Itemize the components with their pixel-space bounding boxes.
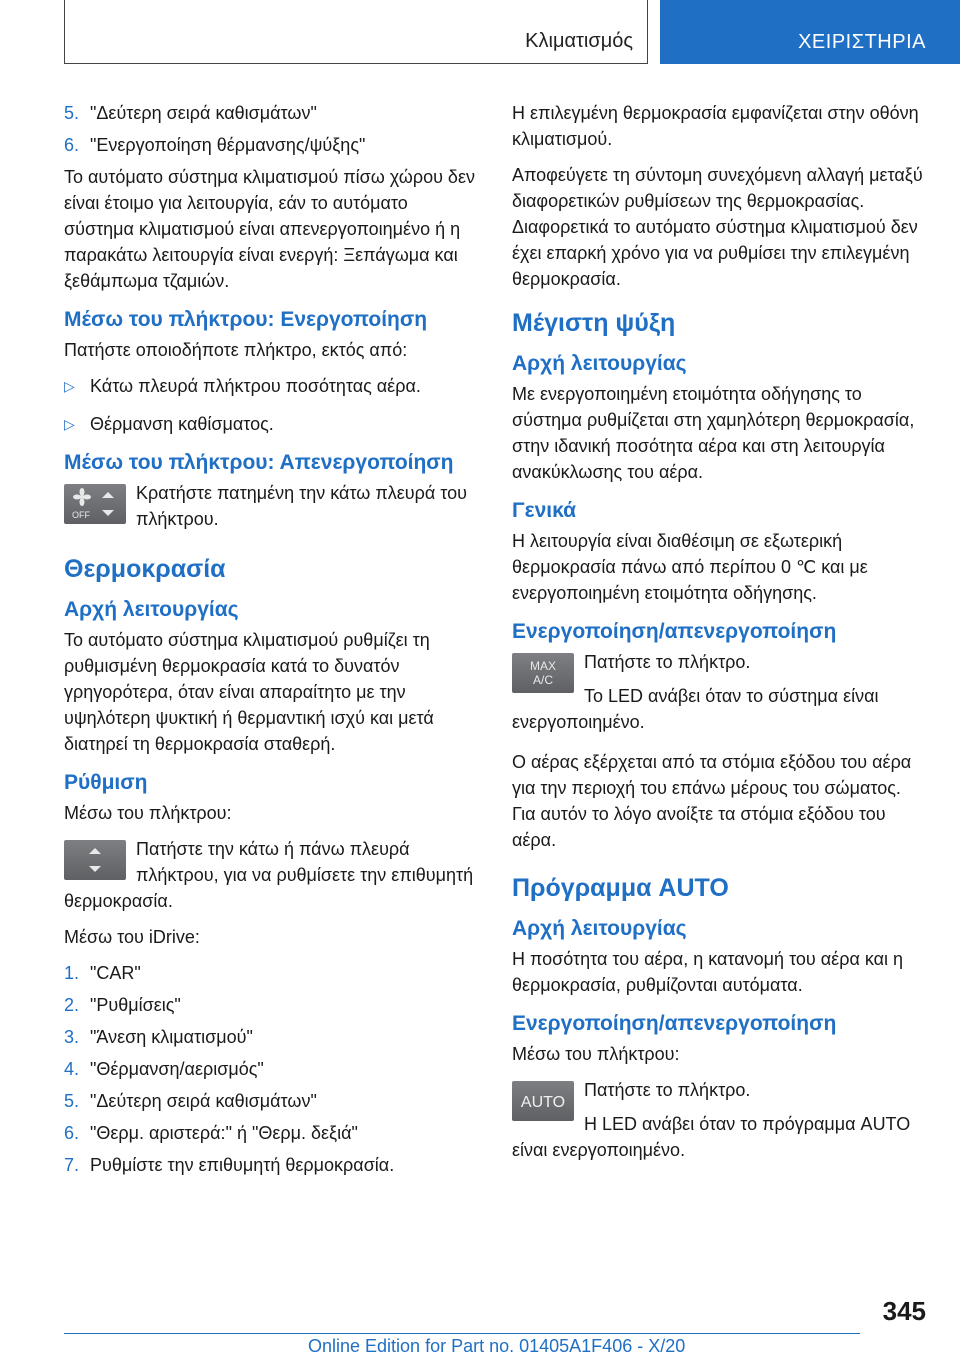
heading-principle: Αρχή λειτουργίας	[64, 598, 239, 621]
page-number: 345	[882, 1296, 926, 1326]
left-column	[64, 100, 478, 1184]
heading-principle: Αρχή λειτουργίας	[512, 352, 687, 375]
paragraph: Το αυτόματο σύστημα κλιματισμού ρυθμίζει τη ρυθμισμένη θερμοκρασία κατά το δυνατόν γρηγορότερα, όταν είναι απαραίτητο με την υψηλότερη ψυκτική ή θερμαντική ισχύ και μετά διατηρεί τη θερμοκρασία σταθερή.	[64, 630, 434, 754]
list-item: 5. "Δεύτερη σειρά καθισμάτων"	[64, 1091, 317, 1111]
section-title: Κλιματισμός	[525, 30, 633, 52]
svg-text:A/C: A/C	[532, 673, 554, 687]
heading-max-cooling: Μέγιστη ψύξη	[512, 309, 676, 337]
list-item: 5. "Δεύτερη σειρά καθισμάτων"	[64, 103, 317, 123]
paragraph: Μέσω του πλήκτρου:	[512, 1044, 680, 1064]
paragraph: Μέσω του πλήκτρου:	[64, 803, 232, 823]
paragraph: Ο αέρας εξέρχεται από τα στόμια εξόδου του αέρα για την περιοχή του επάνω μέρους του σώματος. Για αυτόν το λόγο ανοίξτε τα στόμια εξόδου του αέρα.	[512, 752, 912, 850]
paragraph: Η λειτουργία είναι διαθέσιμη σε εξωτερική θερμοκρασία πάνω από περίπου 0 ℃ και με ενεργοποιημένη ετοιμότητα οδήγησης.	[512, 531, 868, 603]
header-section-box	[64, 0, 648, 64]
heading-principle: Αρχή λειτουργίας	[512, 917, 687, 940]
fan-off-button-icon	[64, 484, 126, 524]
paragraph: Μέσω του iDrive:	[64, 927, 200, 947]
button-instruction: OFF Κρατήστε πατημένη την κάτω πλευρά του πλήκτρου.	[64, 480, 478, 532]
list-item: 1. "CAR"	[64, 963, 141, 983]
svg-text:OFF: OFF	[72, 510, 90, 520]
footer-divider	[64, 1333, 860, 1334]
svg-text:MAX: MAX	[529, 659, 557, 673]
bullet-item: ▷ Θέρμανση καθίσματος.	[64, 411, 478, 437]
heading-temperature: Θερμοκρασία	[64, 555, 226, 583]
list-item: 6. "Ενεργοποίηση θέρμανσης/ψύξης"	[64, 135, 366, 155]
heading-auto-program: Πρόγραμμα AUTO	[512, 874, 729, 902]
paragraph: Η επιλεγμένη θερμοκρασία εμφανίζεται στην οθόνη κλιματισμού.	[512, 103, 919, 149]
triangle-bullet-icon: ▷	[64, 416, 75, 432]
triangle-bullet-icon: ▷	[64, 378, 75, 394]
paragraph: Πατήστε οποιοδήποτε πλήκτρο, εκτός από:	[64, 340, 408, 360]
list-item: 7. Ρυθμίστε την επιθυμητή θερμοκρασία.	[64, 1155, 395, 1175]
chapter-title: ΧΕΙΡΙΣΤΗΡΙΑ	[798, 31, 926, 53]
heading-activate: Μέσω του πλήκτρου: Ενεργοποίηση	[64, 308, 428, 331]
footer-edition: Online Edition for Part no. 01405A1F406 - X/20	[308, 1336, 686, 1356]
header-chapter-box	[660, 0, 960, 64]
up-down-arrows-button-icon	[64, 840, 126, 880]
svg-text:AUTO: AUTO	[520, 1094, 566, 1111]
max-ac-button-icon	[512, 653, 574, 693]
bullet-item: ▷ Κάτω πλευρά πλήκτρου ποσότητας αέρα.	[64, 373, 478, 399]
right-column	[512, 100, 926, 1173]
paragraph: Η ποσότητα του αέρα, η κατανομή του αέρα και η θερμοκρασία, ρυθμίζονται αυτόματα.	[512, 949, 904, 995]
heading-on-off: Ενεργοποίηση/απενεργοποίηση	[512, 620, 837, 643]
heading-deactivate: Μέσω του πλήκτρου: Απενεργοποίηση	[64, 451, 454, 474]
button-instruction: MAX A/C Πατήστε το πλήκτρο. Το LED ανάβει όταν το σύστημα είναι ενεργοποιημένο.	[512, 652, 879, 732]
list-item: 6. "Θερμ. αριστερά:" ή "Θερμ. δεξιά"	[64, 1123, 358, 1143]
button-instruction: Πατήστε την κάτω ή πάνω πλευρά πλήκτρου, για να ρυθμίσετε την επιθυμητή θερμοκρασία.	[64, 839, 474, 911]
list-item: 4. "Θέρμανση/αερισμός"	[64, 1059, 264, 1079]
button-instruction: AUTO Πατήστε το πλήκτρο. Η LED ανάβει όταν το πρόγραμμα AUTO είναι ενεργοποιημένο.	[512, 1080, 911, 1160]
heading-on-off: Ενεργοποίηση/απενεργοποίηση	[512, 1012, 837, 1035]
paragraph: Με ενεργοποιημένη ετοιμότητα οδήγησης το σύστημα ρυθμίζεται στη χαμηλότερη θερμοκρασία, στην ιδανική ποσότητα αέρα και στη λειτουργία ανακύκλωσης του αέρα.	[512, 384, 915, 482]
heading-setting: Ρύθμιση	[64, 771, 148, 794]
paragraph: Αποφεύγετε τη σύντομη συνεχόμενη αλλαγή μεταξύ διαφορετικών ρυθμίσεων της θερμοκρασίας. Διαφορετικά το αυτόματο σύστημα κλιματισμού δεν έχει επαρκή χρόνο για να ρυθμίσει την επιλεγμένη θερμοκρασία.	[512, 165, 923, 289]
list-item: 2. "Ρυθμίσεις"	[64, 995, 181, 1015]
paragraph: Το αυτόματο σύστημα κλιματισμού πίσω χώρου δεν είναι έτοιμο για λειτουργία, εάν το αυτόματο σύστημα κλιματισμού είναι απενεργοποιημένο ή η παρακάτω λειτουργία είναι ενεργή: Ξεπάγωμα και ξεθάμπωμα τζαμιών.	[64, 167, 475, 291]
heading-general: Γενικά	[512, 499, 577, 522]
list-item: 3. "Άνεση κλιματισμού"	[64, 1027, 253, 1047]
auto-button-icon	[512, 1081, 574, 1121]
